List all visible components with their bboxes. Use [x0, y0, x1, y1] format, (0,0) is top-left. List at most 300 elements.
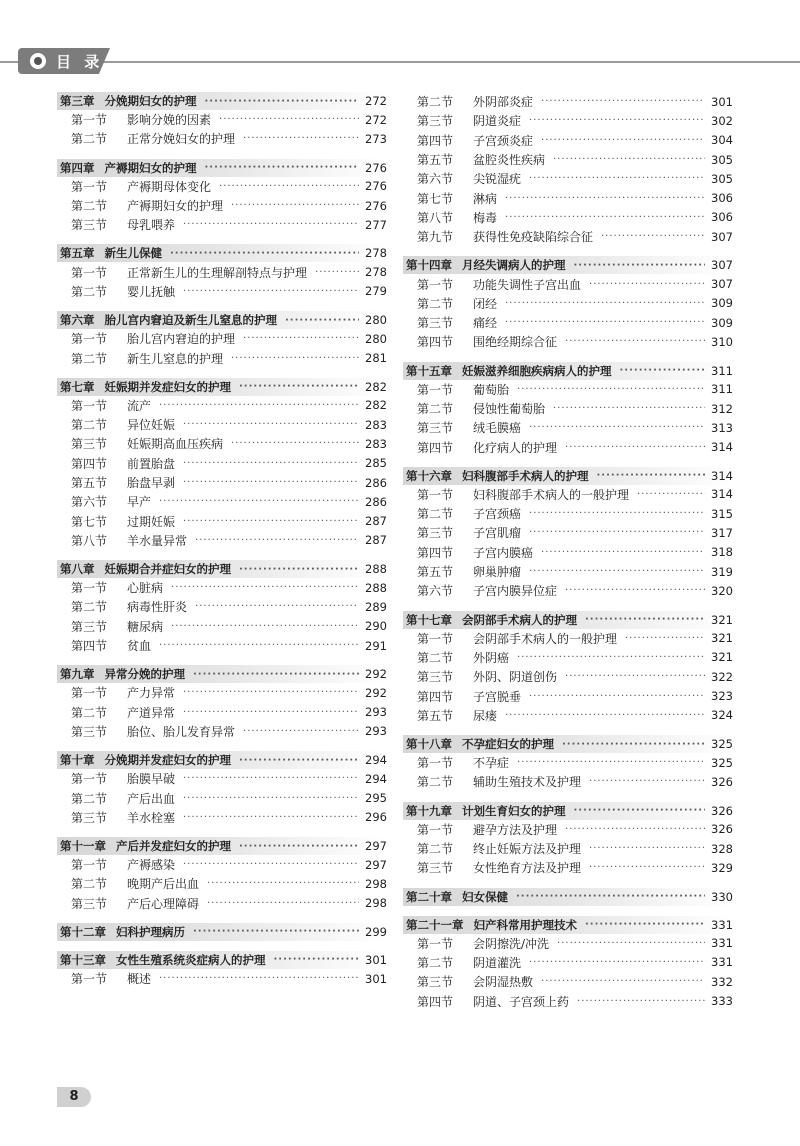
- section-title: 不孕症: [473, 756, 510, 771]
- section-number: 第五节: [417, 708, 454, 723]
- section-title: 影响分娩的因素: [127, 113, 212, 128]
- chapter-page: 292: [365, 667, 387, 682]
- dot-leader: [565, 585, 705, 596]
- chapter-entry[interactable]: [57, 951, 387, 969]
- section-number: 第一节: [71, 398, 108, 413]
- section-page: 305: [711, 171, 733, 186]
- section-entry[interactable]: [403, 753, 733, 772]
- dot-leader: [529, 566, 705, 577]
- section-entry[interactable]: [403, 648, 733, 667]
- section-entry[interactable]: [403, 485, 733, 504]
- section-number: 第六节: [71, 495, 108, 510]
- section-title: 概述: [127, 972, 152, 987]
- section-entry[interactable]: [57, 597, 387, 616]
- chapter-entry[interactable]: [57, 92, 387, 110]
- section-page: 328: [711, 841, 733, 856]
- section-number: 第一节: [71, 686, 108, 701]
- dot-leader: [239, 564, 359, 575]
- section-page: 297: [365, 857, 387, 872]
- section-number: 第三节: [417, 670, 454, 685]
- dot-leader: [183, 219, 359, 230]
- section-title: 流产: [127, 398, 152, 413]
- section-title: 围绝经期综合征: [473, 335, 558, 350]
- section-number: 第五节: [417, 153, 454, 168]
- section-entry[interactable]: [57, 636, 387, 655]
- section-title: 会阴湿热敷: [473, 975, 534, 990]
- section-number: 第三节: [71, 218, 108, 233]
- section-title: 终止妊娠方法及护理: [473, 842, 582, 857]
- section-entry[interactable]: [403, 523, 733, 542]
- section-title: 外阴癌: [473, 650, 510, 665]
- section-title: 早产: [127, 495, 152, 510]
- chapter-title: 妇女保健: [462, 889, 508, 904]
- chapter-title: 妇产科常用护理技术: [473, 917, 577, 932]
- dot-leader: [517, 652, 705, 663]
- chapter-page: 299: [365, 924, 387, 939]
- section-entry[interactable]: [57, 788, 387, 807]
- dot-leader: [231, 353, 359, 364]
- section-title: 胎膜早破: [127, 772, 176, 787]
- section-entry[interactable]: [403, 934, 733, 953]
- chapter-entry[interactable]: [403, 916, 733, 934]
- section-title: 妊娠期高血压疾病: [127, 437, 224, 452]
- chapter-number: 第九章: [60, 667, 95, 682]
- dot-leader: [565, 442, 705, 453]
- section-number: 第一节: [417, 936, 454, 951]
- section-number: 第八节: [417, 210, 454, 225]
- section-title: 盆腔炎性疾病: [473, 153, 546, 168]
- chapter-number: 第十六章: [406, 468, 452, 483]
- section-entry[interactable]: [57, 396, 387, 415]
- dot-leader: [637, 489, 705, 500]
- section-entry[interactable]: [403, 820, 733, 839]
- section-title: 心脏病: [127, 581, 164, 596]
- section-entry[interactable]: [403, 667, 733, 686]
- section-page: 304: [711, 133, 733, 148]
- section-title: 辅助生殖技术及护理: [473, 775, 582, 790]
- section-title: 贫血: [127, 639, 152, 654]
- section-entry[interactable]: [57, 874, 387, 893]
- section-page: 301: [711, 94, 733, 109]
- section-title: 痛经: [473, 316, 498, 331]
- section-entry[interactable]: [403, 332, 733, 351]
- section-entry[interactable]: [57, 282, 387, 301]
- section-title: 产力异常: [127, 686, 176, 701]
- section-number: 第二节: [417, 296, 454, 311]
- chapter-number: 第三章: [60, 94, 95, 108]
- dot-leader: [205, 162, 360, 173]
- section-number: 第二节: [71, 705, 108, 720]
- section-title: 产后心理障碍: [127, 896, 200, 911]
- section-title: 前置胎盘: [127, 456, 176, 471]
- section-title: 阴道炎症: [473, 114, 522, 129]
- section-page: 277: [365, 217, 387, 232]
- section-number: 第一节: [417, 822, 454, 837]
- section-entry[interactable]: [403, 991, 733, 1010]
- toc-left-column: [57, 92, 387, 988]
- chapter-number: 第六章: [60, 313, 95, 328]
- section-title: 梅毒: [473, 210, 498, 225]
- section-number: 第一节: [71, 332, 108, 347]
- toc-right-column: [403, 92, 733, 1011]
- chapter-title: 分娩期妇女的护理: [104, 94, 197, 108]
- section-title: 阴道、子宫颈上药: [473, 994, 570, 1009]
- section-number: 第三节: [417, 114, 454, 129]
- section-page: 321: [711, 650, 733, 665]
- section-entry[interactable]: [57, 473, 387, 492]
- chapter-entry[interactable]: [57, 837, 387, 855]
- section-page: 331: [711, 955, 733, 970]
- section-page: 293: [365, 705, 387, 720]
- section-number: 第三节: [417, 316, 454, 331]
- section-page: 295: [365, 791, 387, 806]
- section-entry[interactable]: [57, 617, 387, 636]
- section-page: 272: [365, 112, 387, 127]
- dot-leader: [207, 898, 359, 909]
- section-entry[interactable]: [403, 380, 733, 399]
- dot-leader: [589, 862, 705, 873]
- section-number: 第二节: [417, 842, 454, 857]
- section-page: 286: [365, 494, 387, 509]
- section-entry[interactable]: [57, 329, 387, 348]
- chapter-title: 不孕症妇女的护理: [462, 737, 554, 752]
- section-number: 第一节: [417, 277, 454, 292]
- section-entry[interactable]: [57, 894, 387, 913]
- chapter-page: 282: [365, 379, 387, 394]
- chapter-title: 新生儿保健: [104, 246, 162, 261]
- section-number: 第二节: [71, 418, 108, 433]
- section-entry[interactable]: [57, 129, 387, 148]
- section-entry[interactable]: [57, 177, 387, 196]
- section-entry[interactable]: [57, 531, 387, 550]
- chapter-page: 288: [365, 562, 387, 577]
- section-entry[interactable]: [57, 415, 387, 434]
- section-entry[interactable]: [57, 808, 387, 827]
- dot-leader: [170, 248, 359, 259]
- section-page: 281: [365, 351, 387, 366]
- section-entry[interactable]: [57, 262, 387, 281]
- chapter-entry[interactable]: [57, 244, 387, 262]
- section-entry[interactable]: [57, 196, 387, 215]
- section-number: 第六节: [417, 584, 454, 599]
- section-title: 正常新生儿的生理解剖特点与护理: [127, 265, 308, 280]
- dot-leader: [625, 633, 705, 644]
- dot-leader: [574, 805, 706, 816]
- section-number: 第六节: [417, 172, 454, 187]
- section-page: 309: [711, 315, 733, 330]
- section-page: 283: [365, 417, 387, 432]
- chapter-page: 276: [365, 160, 387, 175]
- section-entry[interactable]: [403, 686, 733, 705]
- section-page: 301: [365, 971, 387, 986]
- section-page: 287: [365, 533, 387, 548]
- chapter-page: 278: [365, 246, 387, 261]
- section-entry[interactable]: [403, 581, 733, 600]
- section-page: 305: [711, 152, 733, 167]
- section-entry[interactable]: [57, 454, 387, 473]
- chapter-entry[interactable]: [57, 923, 387, 941]
- dot-leader: [183, 773, 359, 784]
- section-page: 326: [711, 774, 733, 789]
- section-title: 羊水栓塞: [127, 810, 176, 825]
- section-page: 323: [711, 689, 733, 704]
- chapter-number: 第二十章: [406, 889, 452, 904]
- section-entry[interactable]: [403, 111, 733, 130]
- chapter-page: 325: [711, 737, 733, 752]
- chapter-entry[interactable]: [403, 735, 733, 753]
- section-title: 子宫颈癌: [473, 507, 522, 522]
- chapter-entry[interactable]: [57, 751, 387, 769]
- section-title: 女性绝育方法及护理: [473, 861, 582, 876]
- section-entry[interactable]: [403, 150, 733, 169]
- dot-leader: [505, 298, 705, 309]
- section-entry[interactable]: [403, 188, 733, 207]
- dot-leader: [562, 739, 705, 750]
- section-entry[interactable]: [57, 110, 387, 129]
- dot-leader: [574, 260, 706, 271]
- section-number: 第一节: [71, 858, 108, 873]
- section-title: 胎位、胎儿发育异常: [127, 724, 236, 739]
- section-page: 333: [711, 994, 733, 1009]
- section-page: 278: [365, 265, 387, 280]
- dot-leader: [159, 400, 359, 411]
- chapter-number: 第十五章: [406, 363, 452, 378]
- toc-header: [0, 48, 800, 74]
- section-page: 276: [365, 198, 387, 213]
- chapter-entry[interactable]: [57, 311, 387, 329]
- section-number: 第三节: [417, 421, 454, 436]
- section-page: 332: [711, 974, 733, 989]
- section-title: 产道异常: [127, 705, 176, 720]
- section-title: 侵蚀性葡萄胎: [473, 402, 546, 416]
- dot-leader: [529, 508, 705, 519]
- section-page: 321: [711, 631, 733, 646]
- section-number: 第二节: [417, 95, 454, 110]
- dot-leader: [541, 547, 705, 558]
- section-title: 母乳喂养: [127, 218, 176, 233]
- section-title: 功能失调性子宫出血: [473, 277, 582, 292]
- chapter-page: 272: [365, 94, 387, 108]
- section-page: 296: [365, 810, 387, 825]
- section-page: 306: [711, 210, 733, 225]
- dot-leader: [219, 181, 359, 192]
- section-page: 309: [711, 296, 733, 311]
- section-entry[interactable]: [57, 769, 387, 788]
- section-page: 329: [711, 860, 733, 875]
- section-entry[interactable]: [403, 629, 733, 648]
- section-entry[interactable]: [403, 953, 733, 972]
- section-page: 294: [365, 771, 387, 786]
- section-page: 307: [711, 229, 733, 244]
- section-title: 妇科腹部手术病人的一般护理: [473, 487, 630, 502]
- section-entry[interactable]: [57, 492, 387, 511]
- dot-leader: [171, 621, 359, 632]
- section-entry[interactable]: [57, 969, 387, 988]
- section-title: 阴道灌洗: [473, 955, 522, 970]
- section-entry[interactable]: [403, 858, 733, 877]
- dot-leader: [505, 317, 705, 328]
- section-entry[interactable]: [403, 418, 733, 437]
- section-title: 产后出血: [127, 791, 176, 806]
- section-page: 320: [711, 583, 733, 598]
- section-entry[interactable]: [403, 274, 733, 293]
- chapter-entry[interactable]: [57, 159, 387, 177]
- section-page: 307: [711, 277, 733, 292]
- dot-leader: [541, 135, 705, 146]
- dot-leader: [585, 614, 705, 625]
- section-entry[interactable]: [57, 434, 387, 453]
- dot-leader: [529, 422, 705, 433]
- section-number: 第一节: [417, 382, 454, 397]
- section-page: 322: [711, 669, 733, 684]
- section-entry[interactable]: [403, 131, 733, 150]
- dot-leader: [183, 286, 359, 297]
- dot-leader: [541, 96, 705, 107]
- dot-leader: [529, 115, 705, 126]
- dot-leader: [183, 687, 359, 698]
- section-title: 产褥期母体变化: [127, 179, 212, 194]
- section-page: 292: [365, 685, 387, 700]
- section-title: 尿瘘: [473, 708, 498, 723]
- dot-leader: [193, 926, 359, 937]
- dot-leader: [620, 365, 706, 376]
- section-number: 第三节: [71, 619, 108, 634]
- section-entry[interactable]: [403, 92, 733, 111]
- section-number: 第四节: [417, 133, 454, 148]
- section-page: 298: [365, 876, 387, 891]
- section-page: 314: [711, 487, 733, 502]
- dot-leader: [557, 938, 705, 949]
- dot-leader: [577, 996, 705, 1007]
- chapter-number: 第二十一章: [406, 917, 464, 932]
- section-title: 新生儿窒息的护理: [127, 351, 224, 366]
- section-entry[interactable]: [57, 578, 387, 597]
- section-entry[interactable]: [403, 972, 733, 991]
- section-title: 晚期产后出血: [127, 877, 200, 892]
- section-number: 第四节: [417, 689, 454, 704]
- section-page: 302: [711, 113, 733, 128]
- dot-leader: [183, 419, 359, 430]
- section-number: 第一节: [71, 772, 108, 787]
- section-number: 第八节: [71, 533, 108, 548]
- section-page: 310: [711, 334, 733, 349]
- chapter-page: 301: [365, 952, 387, 967]
- section-entry[interactable]: [403, 839, 733, 858]
- section-title: 子宫肌瘤: [473, 526, 522, 541]
- header-divider: [0, 61, 800, 63]
- section-title: 子宫内膜癌: [473, 545, 534, 560]
- section-entry[interactable]: [403, 543, 733, 562]
- chapter-number: 第五章: [60, 246, 95, 261]
- section-entry[interactable]: [57, 511, 387, 530]
- section-entry[interactable]: [403, 772, 733, 791]
- section-number: 第三节: [71, 810, 108, 825]
- dot-leader: [601, 231, 705, 242]
- dot-leader: [183, 859, 359, 870]
- section-entry[interactable]: [403, 227, 733, 246]
- dot-leader: [565, 824, 705, 835]
- chapter-title: 会阴部手术病人的护理: [462, 612, 577, 627]
- section-number: 第四节: [417, 994, 454, 1009]
- chapter-entry[interactable]: [57, 560, 387, 578]
- section-title: 异位妊娠: [127, 418, 176, 433]
- section-entry[interactable]: [57, 722, 387, 741]
- chapter-title: 分娩期并发症妇女的护理: [104, 753, 231, 768]
- chapter-entry[interactable]: [403, 888, 733, 906]
- dot-leader: [159, 973, 359, 984]
- chapter-number: 第七章: [60, 379, 95, 394]
- section-title: 子宫脱垂: [473, 689, 522, 704]
- section-entry[interactable]: [403, 169, 733, 188]
- dot-leader: [243, 726, 359, 737]
- dot-leader: [505, 710, 705, 721]
- dot-leader: [529, 691, 705, 702]
- section-entry[interactable]: [403, 504, 733, 523]
- dot-leader: [183, 516, 359, 527]
- section-entry[interactable]: [403, 208, 733, 227]
- section-number: 第三节: [71, 896, 108, 911]
- section-entry[interactable]: [57, 348, 387, 367]
- chapter-entry[interactable]: [57, 665, 387, 683]
- section-entry[interactable]: [403, 399, 733, 418]
- section-number: 第五节: [417, 565, 454, 580]
- dot-leader: [205, 96, 360, 107]
- section-entry[interactable]: [57, 703, 387, 722]
- section-page: 285: [365, 456, 387, 471]
- section-entry[interactable]: [57, 683, 387, 702]
- dot-leader: [529, 173, 705, 184]
- dot-leader: [183, 458, 359, 469]
- section-entry[interactable]: [403, 437, 733, 456]
- section-title: 葡萄胎: [473, 382, 510, 397]
- dot-leader: [159, 640, 359, 651]
- section-entry[interactable]: [403, 294, 733, 313]
- section-title: 淋病: [473, 191, 498, 206]
- section-entry[interactable]: [57, 855, 387, 874]
- dot-leader: [274, 954, 360, 965]
- section-entry[interactable]: [57, 215, 387, 234]
- chapter-entry[interactable]: [403, 802, 733, 820]
- section-page: 273: [365, 131, 387, 146]
- dot-leader: [219, 114, 359, 125]
- section-title: 胎儿宫内窘迫的护理: [127, 332, 236, 347]
- chapter-entry[interactable]: [403, 611, 733, 629]
- chapter-number: 第十三章: [60, 952, 106, 967]
- chapter-title: 异常分娩的护理: [104, 667, 185, 682]
- section-page: 276: [365, 179, 387, 194]
- chapter-entry[interactable]: [57, 378, 387, 396]
- section-entry[interactable]: [403, 706, 733, 725]
- section-number: 第一节: [71, 581, 108, 596]
- section-number: 第四节: [71, 456, 108, 471]
- chapter-title: 月经失调病人的护理: [462, 258, 566, 273]
- chapter-entry[interactable]: [403, 256, 733, 274]
- dot-leader: [529, 957, 705, 968]
- chapter-entry[interactable]: [403, 362, 733, 380]
- section-page: 315: [711, 506, 733, 521]
- section-entry[interactable]: [403, 562, 733, 581]
- section-number: 第二节: [417, 955, 454, 970]
- chapter-title: 胎儿宫内窘迫及新生儿窒息的护理: [104, 313, 277, 328]
- section-page: 318: [711, 545, 733, 560]
- chapter-entry[interactable]: [403, 467, 733, 485]
- section-page: 314: [711, 440, 733, 455]
- dot-leader: [239, 755, 359, 766]
- section-number: 第九节: [417, 230, 454, 245]
- dot-leader: [585, 919, 705, 930]
- section-number: 第四节: [417, 545, 454, 560]
- section-entry[interactable]: [403, 313, 733, 332]
